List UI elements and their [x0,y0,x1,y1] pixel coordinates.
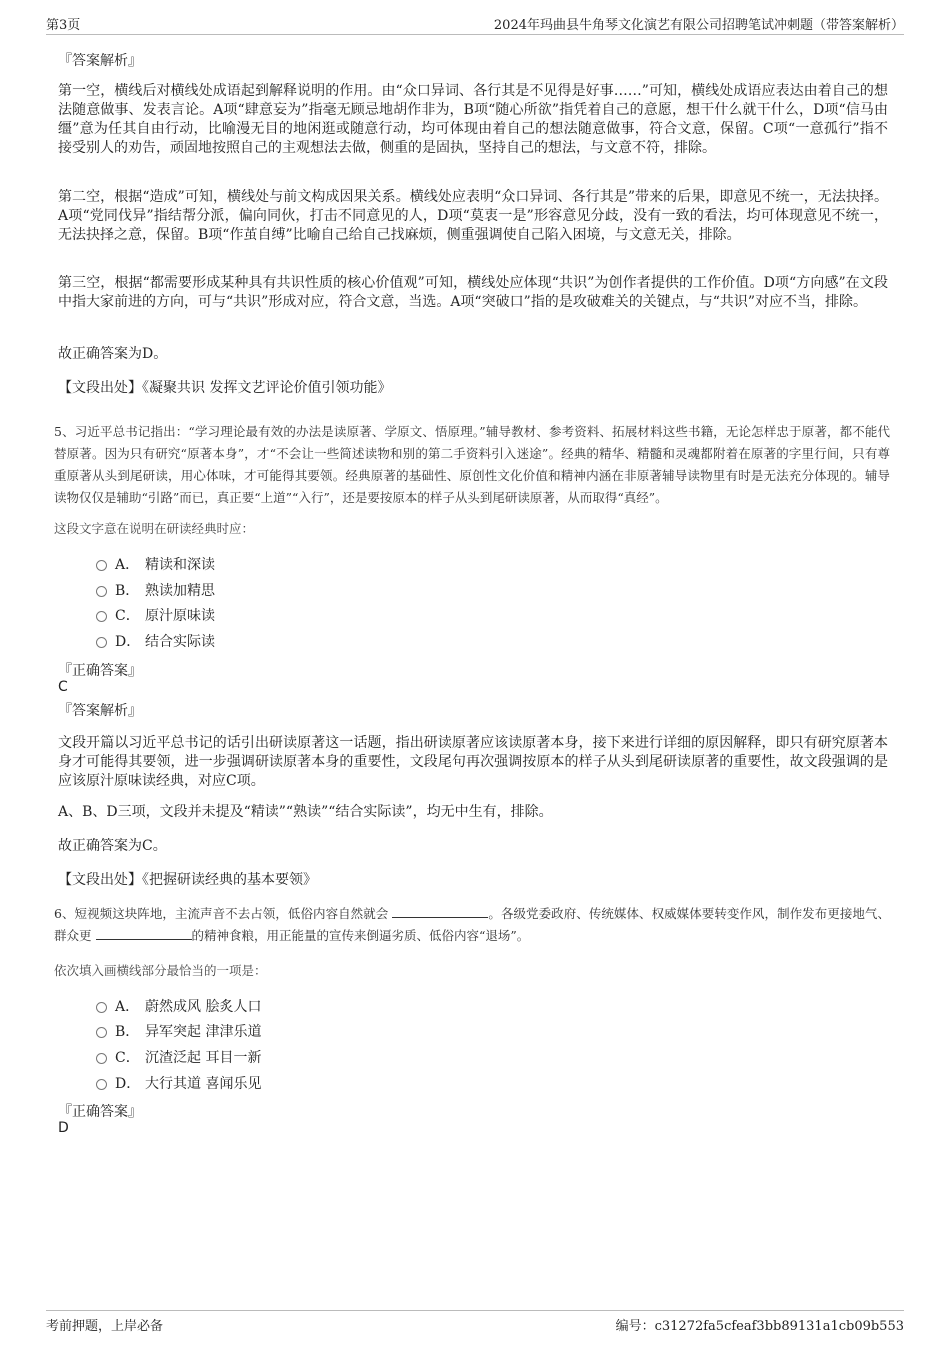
q4-source: 【文段出处】《凝聚共识 发挥文艺评论价值引领功能》 [58,380,392,396]
q5-option-b[interactable]: B． 熟读加精思 [96,580,215,600]
q5-stem: 5、习近平总书记指出：“学习理论最有效的办法是读原著、学原文、悟原理。”辅导教材、参考资料、拓展材料这些书籍，无论怎样忠于原著，都不能代替原著。因为只有研究“原著本身”，才“不会让一些简述读物和别的第二手资料引入迷途”。经典的精华、精髓和灵魂都附着在原著的字里行间，只有尊重原著从头到尾研读，用心体味，才可能得其要领。经典原著的基础性、原创性文化价值和精神内涵在非原著辅导读物里有时是无法充分体现的。辅导读物仅仅是辅助“引路”而已，真正要“上道”“入行”，还是要按原本的样子从头到尾研读原著，从而取得“真经”。 [54,424,890,505]
blank-1 [392,905,488,918]
radio-icon[interactable] [96,637,107,648]
q5-analysis-p1: 文段开篇以习近平总书记的话引出研读原著这一话题，指出研读原著应该读原著本身，接下来进行详细的原因解释，即只有研究原著本身才可能得其要领，进一步强调研读原著本身的重要性，文段尾句再次强调按原本的样子从头到尾研读原著的重要性，故文段强调的是应该原汁原味读经典，对应C项。 [58,735,888,789]
q5-correct-label: 『正确答案』 [58,663,142,679]
q6-correct-label: 『正确答案』 [58,1104,142,1120]
q5-option-a[interactable]: A． 精读和深读 [96,554,215,574]
radio-icon[interactable] [96,1027,107,1038]
q4-analysis-p2: 第二空，根据“造成”可知，横线处与前文构成因果关系。横线处应表明“众口异词、各行其是”带来的后果，即意见不统一，无法抉择。A项“党同伐异”指结帮分派，偏向同伙，打击不同意见的人，D项“莫衷一是”形容意见分歧，没有一致的看法，均可体现意见不统一，无法抉择之意，保留。B项“作茧自缚”比喻自己给自己找麻烦，侧重强调使自己陷入困境，与文意无关，排除。 [58,189,888,243]
blank-2 [96,927,192,940]
document-id: 编号：c31272fa5cfeaf3bb89131a1cb09b553 [615,1319,904,1334]
q4-conclusion: 故正确答案为D。 [58,346,168,362]
page-number: 第3页 [46,18,81,33]
q6-stem: 6、短视频这块阵地，主流声音不去占领，低俗内容自然就会 。各级党委政府、传统媒体、权威媒体要转变作风，制作发布更接地气、群众更 的精神食粮，用正能量的宣传来倒逼劣质、低俗内容“退场”。 [54,906,890,943]
q6-option-b[interactable]: B． 异军突起 津津乐道 [96,1021,261,1041]
radio-icon[interactable] [96,560,107,571]
radio-icon[interactable] [96,1053,107,1064]
q4-analysis-label: 『答案解析』 [58,53,142,69]
q6-correct-answer: D [58,1120,69,1136]
radio-icon[interactable] [96,611,107,622]
q4-analysis-p3: 第三空，根据“都需要形成某种具有共识性质的核心价值观”可知，横线处应体现“共识”为创作者提供的工作价值。D项“方向感”在文段中指大家前进的方向，可与“共识”形成对应，符合文意，当选。A项“突破口”指的是攻破难关的关键点，与“共识”对应不当，排除。 [58,275,888,310]
footer-slogan: 考前押题，上岸必备 [46,1319,164,1334]
q5-source: 【文段出处】《把握研读经典的基本要领》 [58,872,317,888]
q6-option-d[interactable]: D． 大行其道 喜闻乐见 [96,1073,261,1093]
q6-option-a[interactable]: A． 蔚然成风 脍炙人口 [96,996,261,1016]
q5-conclusion: 故正确答案为C。 [58,838,167,854]
q4-analysis-p1: 第一空，横线后对横线处成语起到解释说明的作用。由“众口异词、各行其是不见得是好事……”可知，横线处成语应表达由着自己的想法随意做事、发表言论。A项“肆意妄为”指毫无顾忌地胡作非为，B项“随心所欲”指凭着自己的意愿，想干什么就干什么，D项“信马由缰”意为任其自由行动，比喻漫无目的地闲逛或随意行动，均可体现由着自己的想法随意做事，符合文意，保留。C项“一意孤行”指不接受别人的劝告，顽固地按照自己的主观想法去做，侧重的是固执，坚持自己的想法，与文意不符，排除。 [58,83,888,156]
radio-icon[interactable] [96,1079,107,1090]
document-title: 2024年玛曲县牛角琴文化演艺有限公司招聘笔试冲刺题（带答案解析） [493,18,904,33]
q5-analysis-p2: A、B、D三项，文段并未提及“精读”“熟读”“结合实际读”，均无中生有，排除。 [58,804,553,820]
q6-option-c[interactable]: C． 沉渣泛起 耳目一新 [96,1047,261,1067]
q5-analysis-label: 『答案解析』 [58,703,142,719]
radio-icon[interactable] [96,586,107,597]
q5-correct-answer: C [58,679,68,695]
q6-prompt: 依次填入画横线部分最恰当的一项是： [54,963,267,978]
q5-option-d[interactable]: D． 结合实际读 [96,631,215,651]
page-footer [46,1310,904,1335]
radio-icon[interactable] [96,1002,107,1013]
q5-option-c[interactable]: C． 原汁原味读 [96,605,215,625]
q5-prompt: 这段文字意在说明在研读经典时应： [54,521,255,536]
page-header [46,14,904,35]
